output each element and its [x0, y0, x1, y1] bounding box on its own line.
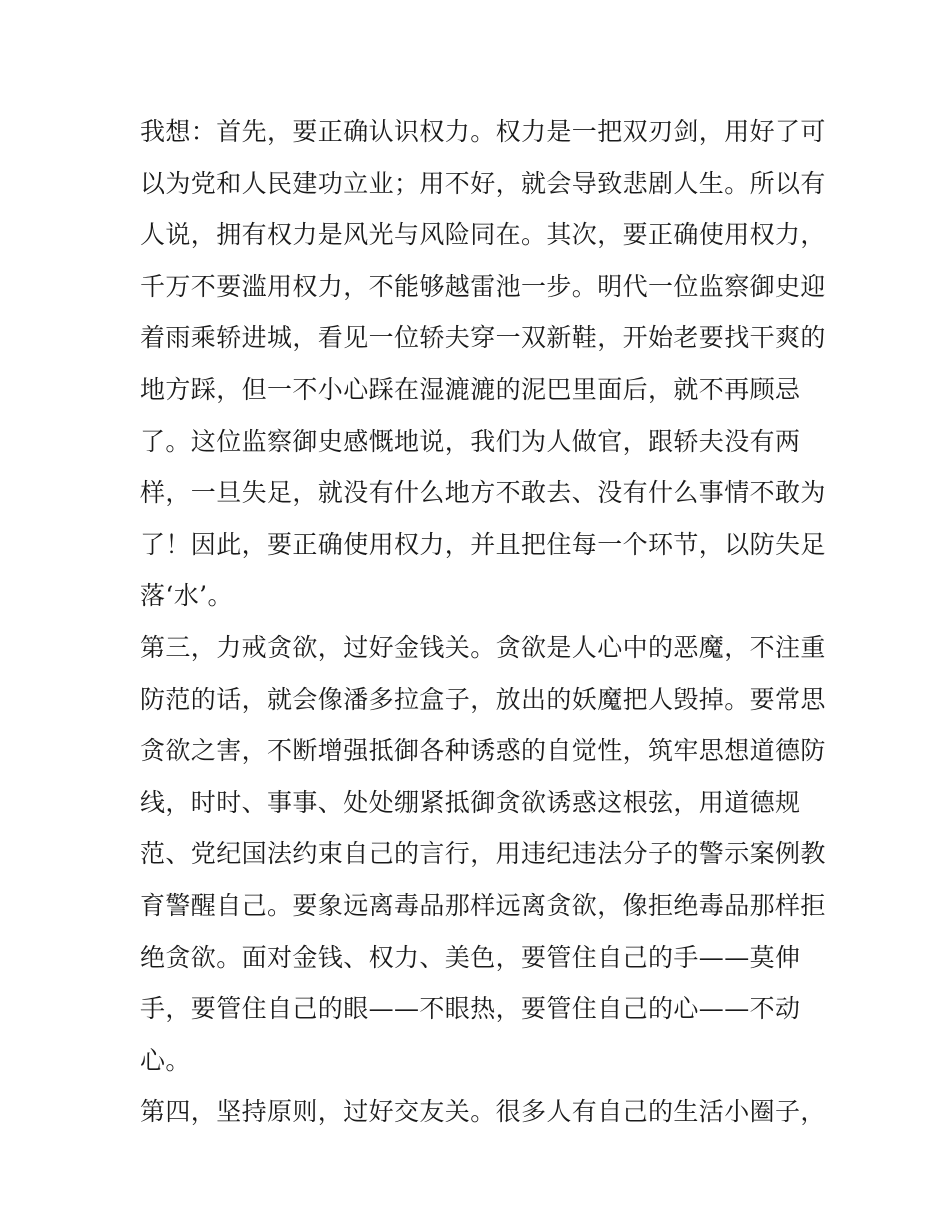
- text-line: 了！因此，要正确使用权力，并且把住每一个环节，以防失足: [140, 529, 826, 559]
- document-body: [140, 106, 826, 1138]
- text-line: 线，时时、事事、处处绷紧抵御贪欲诱惑这根弦，用道德规: [140, 787, 801, 817]
- text-line: 范、党纪国法约束自己的言行，用违纪违法分子的警示案例教: [140, 839, 826, 869]
- paragraph-power: [140, 106, 826, 622]
- text-line: 着雨乘轿进城，看见一位轿夫穿一双新鞋，开始老要找干爽的: [140, 323, 826, 353]
- text-line: 第三，力戒贪欲，过好金钱关。贪欲是人心中的恶魔，不注重: [140, 632, 826, 662]
- paragraph-friends: [140, 1086, 826, 1138]
- text-line: 样，一旦失足，就没有什么地方不敢去、没有什么事情不敢为: [140, 478, 826, 508]
- text-line: 人说，拥有权力是风光与风险同在。其次，要正确使用权力，: [140, 220, 826, 250]
- text-line: 育警醒自己。要象远离毒品那样远离贪欲，像拒绝毒品那样拒: [140, 890, 826, 920]
- text-line: 落‘水’。: [140, 581, 233, 611]
- text-line: 地方踩，但一不小心踩在湿漉漉的泥巴里面后，就不再顾忌: [140, 374, 801, 404]
- text-line: 绝贪欲。面对金钱、权力、美色，要管住自己的手——莫伸: [140, 942, 801, 972]
- text-line: 防范的话，就会像潘多拉盒子，放出的妖魔把人毁掉。要常思: [140, 684, 826, 714]
- text-line: 贪欲之害，不断增强抵御各种诱惑的自觉性，筑牢思想道德防: [140, 736, 826, 766]
- text-line: 千万不要滥用权力，不能够越雷池一步。明代一位监察御史迎: [140, 271, 826, 301]
- text-line: 以为党和人民建功立业；用不好，就会导致悲剧人生。所以有: [140, 168, 826, 198]
- text-line: 我想：首先，要正确认识权力。权力是一把双刃剑，用好了可: [140, 117, 826, 146]
- text-line: 了。这位监察御史感慨地说，我们为人做官，跟轿夫没有两: [140, 426, 801, 456]
- text-line: 心。: [140, 1045, 191, 1075]
- paragraph-money: [140, 622, 826, 1086]
- text-line: 第四，坚持原则，过好交友关。很多人有自己的生活小圈子，: [140, 1097, 826, 1127]
- text-line: 手，要管住自己的眼——不眼热，要管住自己的心——不动: [140, 994, 801, 1024]
